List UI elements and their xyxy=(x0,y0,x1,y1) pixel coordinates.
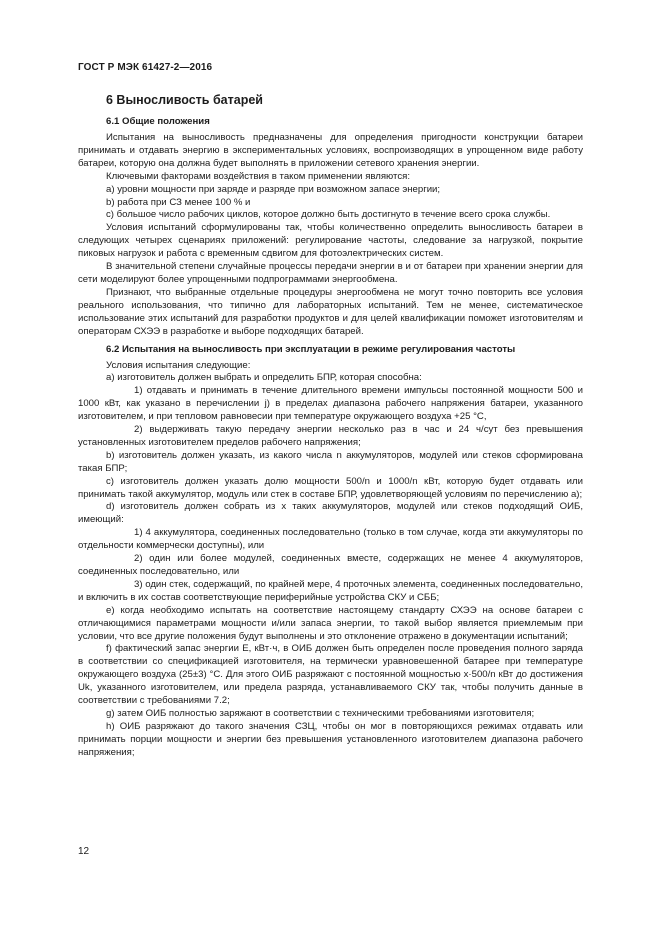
subsection-title: 6.1 Общие положения xyxy=(106,116,210,127)
list-subitem: 1) 4 аккумулятора, соединенных последовательно (только в том случае, когда эти аккумуляторы по отдельности коммерчески доступны), или xyxy=(78,527,583,552)
list-item: h) ОИБ разряжают до такого значения СЗЦ, чтобы он мог в повторяющихся режимах отдавать или принимать порции мощности и энергии без превышения установленного изготовителем диапазона рабочего напряжения; xyxy=(78,720,583,758)
paragraph: Признают, что выбранные отдельные процедуры энергообмена не могут точно повторить все условия реального использования, что типично для лабораторных испытаний. Тем не менее, систематическое использование этих испытаний для разработки продуктов и для целей квалификации поможет изготовителям и операторам СХЭЭ в разработке и выборе подходящих батарей. xyxy=(78,286,583,337)
page-content xyxy=(78,93,583,760)
list-item: d) изготовитель должен собрать из x таких аккумуляторов, модулей или стеков подходящий ОИБ, имеющий: xyxy=(78,501,583,526)
list-subitem: 2) выдерживать такую передачу энергии несколько раз в час и 24 ч/сут без превышения установленных изготовителем пределов рабочего напряжения; xyxy=(78,424,583,448)
paragraph: Ключевыми факторами воздействия в таком применении являются: xyxy=(106,170,410,182)
list-subitem: 2) один или более модулей, соединенных вместе, содержащих не менее 4 аккумуляторов, соединенных последовательно, или xyxy=(78,553,583,577)
subsection-title: 6.2 Испытания на выносливость при эксплуатации в режиме регулирования частоты xyxy=(106,343,516,355)
paragraph: Испытания на выносливость предназначены для определения пригодности конструкции батареи принимать и отдавать энергию в экспериментальных условиях, воспроизводящих в упрощенном виде работу батареи, которую она должна будет выполнять в приложении сетевого хранения энергии. xyxy=(78,132,583,169)
document-header: ГОСТ Р МЭК 61427-2—2016 xyxy=(78,62,213,73)
section-title: 6 Выносливость батарей xyxy=(106,93,263,107)
list-item: с) большое число рабочих циклов, которое должно быть достигнуто в течение всего срока службы. xyxy=(106,209,551,221)
page-number: 12 xyxy=(78,846,90,857)
list-item: g) затем ОИБ полностью заряжают в соответствии с техническими требованиями изготовителя; xyxy=(106,707,535,719)
list-subitem: 3) один стек, содержащий, по крайней мере, 4 проточных элемента, соединенных последовательно, и включить в их состав соответствующие периферийные устройства СКУ и СББ; xyxy=(78,578,583,603)
list-item: а) изготовитель должен выбрать и определить БПР, которая способна: xyxy=(106,372,422,384)
list-item: е) когда необходимо испытать на соответствие настоящему стандарту СХЭЭ на основе батареи с отличающимися параметрами мощности и/или запаса энергии, то такой выбор является приемлемым при условии, что все другие положения будут выполнены и это отклонение отражено в документации испытаний; xyxy=(78,604,583,642)
paragraph: Условия испытаний сформулированы так, чтобы количественно определить выносливость батареи в следующих четырех сценариях приложений: регулирование частоты, следование за нагрузкой, покрытие пиковых нагрузок и работа с временным сдвигом для фотоэлектрических систем. xyxy=(78,222,583,260)
list-item: с) изготовитель должен указать долю мощности 500/n и 1000/n кВт, которую будет отдавать или принимать такой аккумулятор, модуль или стек в составе БПР, удовлетворяющей условиям по перечислению а); xyxy=(78,475,583,500)
list-subitem: 1) отдавать и принимать в течение длительного времени импульсы постоянной мощности 500 и 1000 кВт, как указано в перечислении j) в пределах диапазона рабочего напряжения батареи, указанного изготовителем, и при тепловом равновесии при температуре окружающего воздуха +25 °С, xyxy=(78,385,583,423)
list-item: а) уровни мощности при заряде и разряде при возможном запасе энергии; xyxy=(106,183,441,195)
list-item: b) работа при СЗ менее 100 % и xyxy=(106,196,251,208)
list-item: f) фактический запас энергии E, кВт·ч, в ОИБ должен быть определен после проведения полного заряда в соответствии со спецификацией изготовителя, на термически уравновешенной батарее при температуре окружающего воздуха (25±3) °С. Для этого ОИБ разряжают с постоянной мощностью x·500/n кВт до достижения Uk, указанного изготовителем, или предела разряда, устанавливаемого СКУ так, чтобы получить данные в соответствии с требованиями 7.2; xyxy=(78,643,583,707)
paragraph: Условия испытания следующие: xyxy=(106,359,251,371)
paragraph: В значительной степени случайные процессы передачи энергии в и от батареи при хранении энергии для сети моделируют более упрощенными подпрограммами энергообмена. xyxy=(78,261,583,285)
list-item: b) изготовитель должен указать, из какого числа n аккумуляторов, модулей или стеков сформирована такая БПР; xyxy=(78,449,583,474)
